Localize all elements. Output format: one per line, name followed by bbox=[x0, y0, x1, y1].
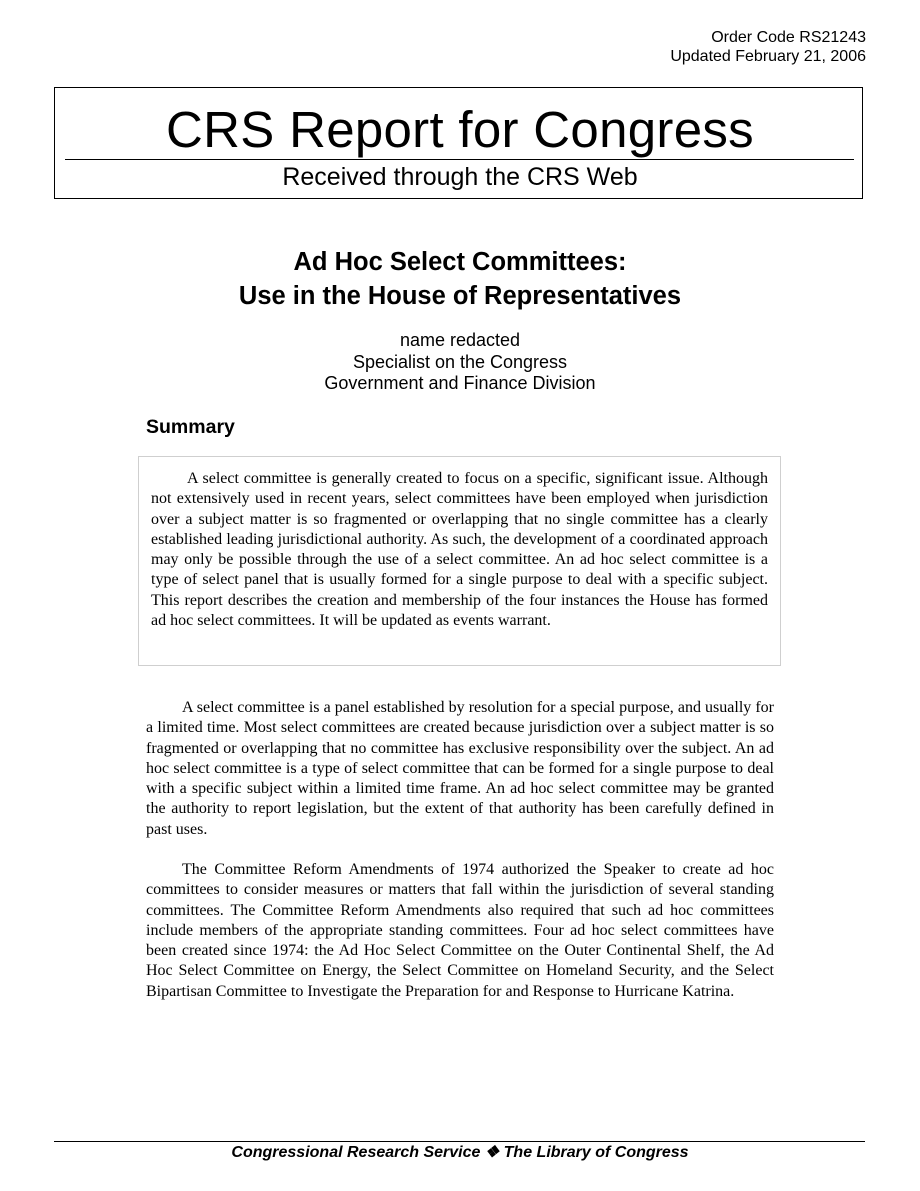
author-division: Government and Finance Division bbox=[324, 373, 596, 393]
summary-box bbox=[138, 456, 781, 666]
updated-date: Updated February 21, 2006 bbox=[670, 48, 866, 65]
masthead-title: CRS Report for Congress bbox=[166, 101, 754, 158]
author-role: Specialist on the Congress bbox=[352, 351, 568, 372]
report-title-line1: Ad Hoc Select Committees: bbox=[293, 248, 627, 276]
summary-heading: Summary bbox=[146, 416, 235, 438]
masthead-subtitle: Received through the CRS Web bbox=[282, 163, 638, 191]
order-code-block bbox=[670, 28, 866, 66]
author-name: name redacted bbox=[399, 330, 521, 350]
author-block bbox=[0, 330, 920, 395]
footer-text: Congressional Research Service ❖ The Library of Congress bbox=[231, 1144, 689, 1161]
masthead-divider bbox=[65, 159, 854, 160]
report-title-line2: Use in the House of Representatives bbox=[238, 282, 682, 310]
report-title bbox=[0, 245, 920, 313]
summary-text: A select committee is generally created to focus on a specific, significant issue. Although not extensively used in recent years, select committees have been employed when jurisdiction over a subject matter is so fragmented or overlapping that no single committee has a clearly established leading jurisdictional authority. As such, the development of a coordinated approach may only be possible through the use of a select committee. An ad hoc select committee is a type of select panel that is usually formed for a single purpose to deal with a specific subject. This report describes the creation and membership of the four instances the House has formed ad hoc select committees. It will be updated as events warrant. bbox=[151, 470, 768, 630]
order-code: Order Code RS21243 bbox=[711, 29, 866, 46]
body-paragraph-2: The Committee Reform Amendments of 1974 authorized the Speaker to create ad hoc committees to consider measures or matters that fall within the jurisdiction of several standing committees. The Committee Reform Amendments also required that such ad hoc committees include members of the appropriate standing committees. Four ad hoc select committees have been created since 1974: the Ad Hoc Select Committee on the Outer Continental Shelf, the Ad Hoc Select Committee on Energy, the Select Committee on Homeland Security, and the Select Bipartisan Committee to Investigate the Preparation for and Response to Hurricane Katrina. bbox=[146, 861, 774, 1000]
body-paragraph-1: A select committee is a panel established by resolution for a special purpose, and usually for a limited time. Most select committees are created because jurisdiction over a subject matter is so fragmented or overlapping that no committee has exclusive responsibility over the subject. An ad hoc select committee is a type of select committee that can be formed for a single purpose to deal with a specific subject within a limited time frame. An ad hoc select committee may be granted the authority to report legislation, but the extent of that authority has been carefully defined in past uses. bbox=[146, 699, 774, 838]
footer-divider bbox=[54, 1141, 865, 1142]
